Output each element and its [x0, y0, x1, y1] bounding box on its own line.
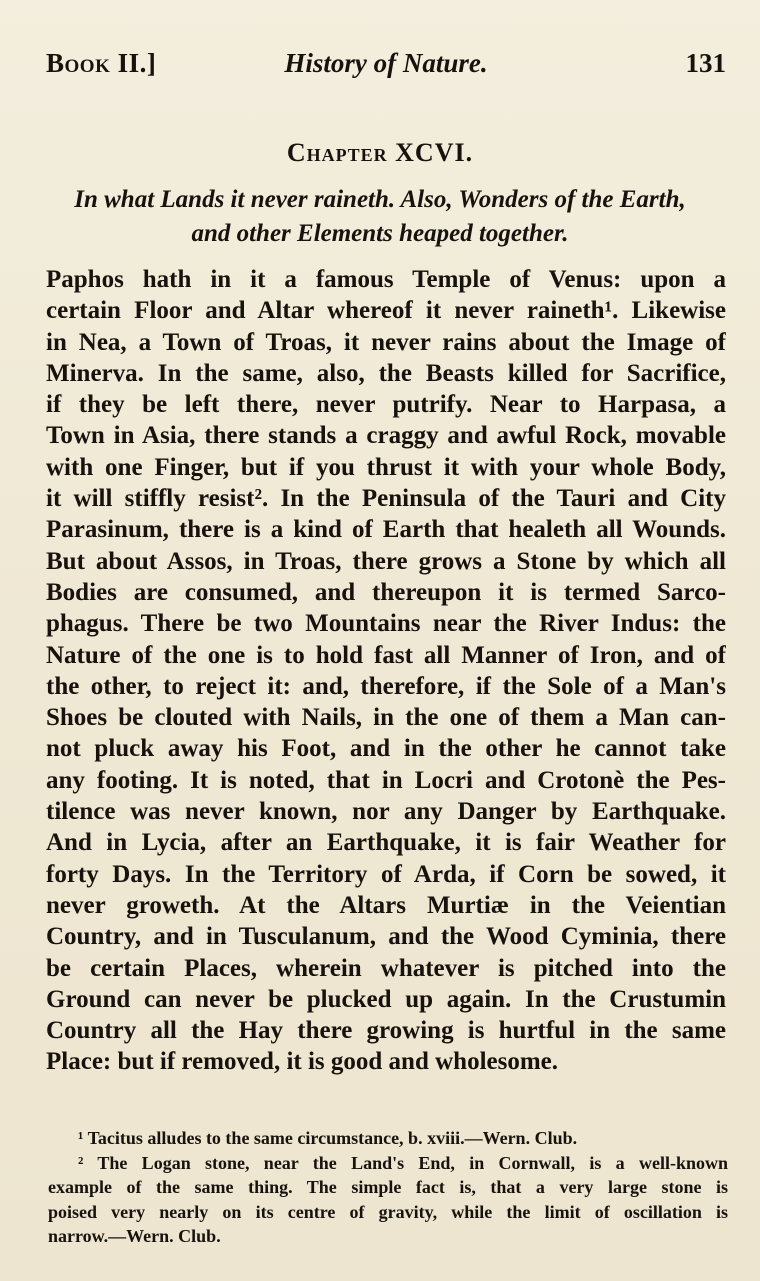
body-line: And in Lycia, after an Earthquake, it is fair Weather for — [46, 829, 726, 857]
body-line: Bodies are consumed, and thereupon it is termed Sarco- — [46, 578, 726, 606]
body-line: Ground can never be plucked up again. In the Crustumin — [46, 985, 726, 1013]
chapter-heading: Chapter XCVI. — [286, 138, 474, 167]
body-line: Town in Asia, there stands a craggy and awful Rock, movable — [46, 422, 726, 450]
body-text — [46, 264, 726, 1078]
body-line: the other, to reject it: and, therefore, if the Sole of a Man's — [46, 672, 726, 700]
body-line: Minerva. In the same, also, the Beasts killed for Sacrifice, — [46, 359, 726, 387]
body-line: in Nea, a Town of Troas, it never rains about the Image of — [46, 328, 726, 356]
chapter-title-line: and other Elements heaped together. — [191, 220, 569, 247]
chapter-title-line: In what Lands it never raineth. Also, Wonders of the Earth, — [74, 186, 686, 213]
body-line: it will stiffly resist². In the Peninsula of the Tauri and City — [46, 485, 726, 513]
body-line: But about Assos, in Troas, there grows a Stone by which all — [46, 547, 726, 575]
body-line: if they be left there, never putrify. Near to Harpasa, a — [46, 391, 726, 419]
body-line: never groweth. At the Altars Murtiæ in the Veientian — [46, 891, 726, 919]
body-line: phagus. There be two Mountains near the River Indus: the — [46, 610, 726, 638]
footnote-2-line: example of the same thing. The simple fact is, that a very large stone is — [48, 1177, 728, 1197]
footnote-2-line: poised very nearly on its centre of gravity, while the limit of oscillation is — [48, 1201, 728, 1222]
body-line: forty Days. In the Territory of Arda, if Corn be sowed, it — [46, 860, 726, 888]
running-head-title: History of Nature. — [284, 48, 488, 78]
body-line: Nature of the one is to hold fast all Manner of Iron, and of — [46, 641, 726, 669]
body-line: with one Finger, but if you thrust it with your whole Body, — [46, 453, 726, 481]
running-head — [46, 48, 726, 84]
body-line: tilence was never known, nor any Danger by Earthquake. — [46, 798, 726, 826]
body-line: certain Floor and Altar whereof it never raineth¹. Likewise — [46, 297, 726, 325]
footnote-1: ¹ Tacitus alludes to the same circumstance, b. xviii.—Wern. Club. — [78, 1128, 578, 1148]
body-line: any footing. It is noted, that in Locri and Crotonè the Pes- — [46, 766, 726, 794]
body-line: Country all the Hay there growing is hurtful in the same — [46, 1017, 726, 1045]
body-line: Place: but if removed, it is good and wholesome. — [46, 1048, 559, 1076]
footnote-2-line: narrow.—Wern. Club. — [48, 1226, 221, 1246]
running-head-book: Book II.] — [46, 48, 157, 78]
footnotes — [48, 1126, 728, 1249]
footnote-2-line: ² The Logan stone, near the Land's End, in Cornwall, is a well-known — [78, 1152, 728, 1173]
body-line: Paphos hath in it a famous Temple of Venus: upon a — [46, 266, 726, 293]
chapter-title — [30, 183, 730, 251]
body-line: Country, and in Tusculanum, and the Wood Cyminia, there — [46, 923, 726, 951]
body-line: be certain Places, wherein whatever is pitched into the — [46, 954, 726, 982]
body-line: not pluck away his Foot, and in the other he cannot take — [46, 735, 726, 763]
page-number: 131 — [685, 48, 726, 78]
body-line: Shoes be clouted with Nails, in the one of them a Man can- — [46, 704, 726, 732]
body-line: Parasinum, there is a kind of Earth that healeth all Wounds. — [46, 516, 726, 544]
